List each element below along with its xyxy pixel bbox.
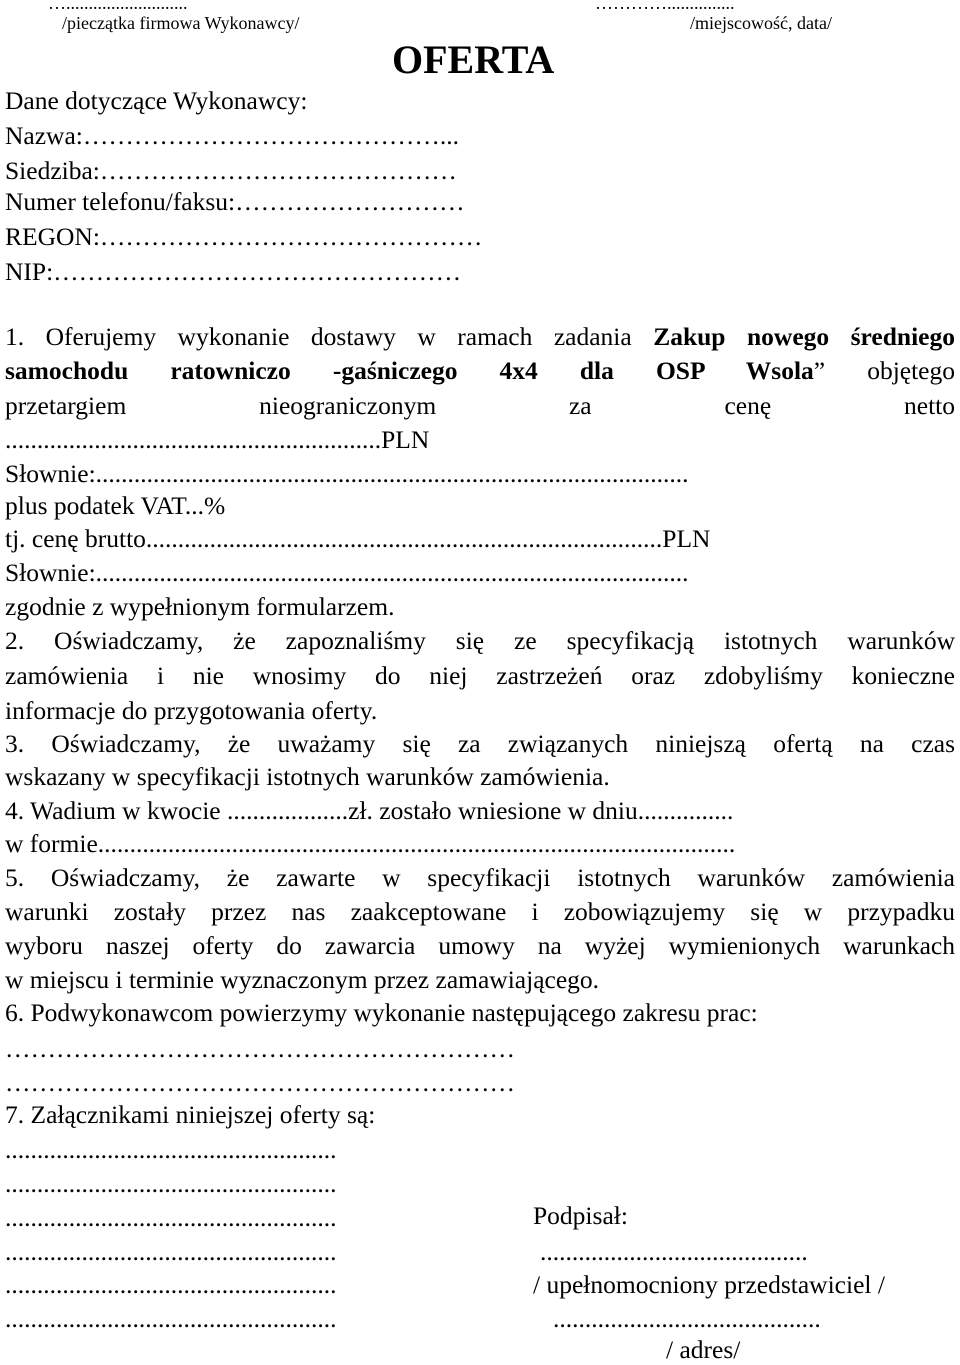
form-note: zgodnie z wypełnionym formularzem.	[5, 592, 395, 621]
section6-line1: 6. Podwykonawcom powierzymy wykonanie następującego zakresu prac:	[5, 998, 758, 1027]
subcontract-fill-line2: ……………………………………………………	[5, 1068, 515, 1097]
contractor-regon-field: REGON:………………………………………	[5, 222, 483, 251]
attachment-line: ....................................................	[5, 1135, 337, 1164]
section1-task-name-part2: samochodu ratowniczo -gaśniczego 4x4 dla OSP Wsola	[5, 356, 814, 385]
section5-line3: wyboru naszej oferty do zawarcia umowy na wyżej wymienionych warunkach	[5, 931, 955, 960]
contractor-nip-field: NIP:…………………………………………	[5, 257, 462, 286]
subcontract-fill-line1: ……………………………………………………	[5, 1034, 515, 1063]
section5-line2: warunki zostały przez nas zaakceptowane i zobowiązujemy się w przypadku	[5, 897, 955, 926]
document-title: OFERTA	[392, 37, 555, 82]
section1-line1	[5, 320, 955, 354]
signature-dots: ..........................................	[540, 1237, 808, 1266]
attachment-line: ....................................................	[5, 1169, 337, 1198]
contractor-seat-field: Siedziba:……………………………………	[5, 156, 457, 185]
contractor-phone-field: Numer telefonu/faksu:………………………	[5, 187, 465, 216]
section3-line1: 3. Oświadczamy, że uważamy się za związanych niniejszą ofertą na czas	[5, 729, 955, 758]
section1-line3: przetargiem nieograniczonym za cenę netto	[5, 391, 955, 420]
section5-line1: 5. Oświadczamy, że zawarte w specyfikacji istotnych warunków zamówienia	[5, 863, 955, 892]
net-price-field: ...........................................................PLN	[5, 425, 430, 454]
place-dots: …………...............	[595, 0, 735, 13]
section2-line1: 2. Oświadczamy, że zapoznaliśmy się ze specyfikacją istotnych warunków	[5, 626, 955, 655]
attachment-line: ....................................................	[5, 1203, 337, 1232]
section1-line2-text: ” objętego	[813, 356, 956, 385]
section5-line4: w miejscu i terminie wyznaczonym przez zamawiającego.	[5, 965, 600, 994]
gross-price-field: tj. cenę brutto.................................................................................PLN	[5, 524, 711, 553]
section1-line1-text: 1. Oferujemy wykonanie dostawy w ramach zadania	[5, 322, 654, 351]
stamp-dots: …...........................	[48, 0, 188, 13]
stamp-label: /pieczątka firmowa Wykonawcy/	[62, 13, 300, 33]
section1-task-name-part1: Zakup nowego średniego	[653, 322, 955, 351]
address-dots: ..........................................	[553, 1304, 821, 1333]
place-label: /miejscowość, data/	[690, 13, 832, 33]
gross-price-words-field: Słownie:.............................................................................................	[5, 558, 689, 587]
attachment-line: ....................................................	[5, 1237, 337, 1266]
contractor-name-field: Nazwa:……………………………………...	[5, 121, 459, 150]
attachments-heading: 7. Załącznikami niniejszej oferty są:	[5, 1100, 376, 1129]
section2-line3: informacje do przygotowania oferty.	[5, 696, 378, 725]
signature-label: Podpisał:	[533, 1201, 628, 1230]
address-label: / adres/	[666, 1335, 741, 1364]
contractor-heading: Dane dotyczące Wykonawcy:	[5, 86, 308, 115]
section3-line2: wskazany w specyfikacji istotnych warunków zamówienia.	[5, 762, 610, 791]
signature-role: / upełnomocniony przedstawiciel /	[533, 1270, 885, 1299]
attachment-line: ....................................................	[5, 1304, 337, 1333]
section4-line1: 4. Wadium w kwocie ...................zł. zostało wniesione w dniu...............	[5, 796, 734, 825]
section2-line2: zamówienia i nie wnosimy do niej zastrzeżeń oraz zdobyliśmy konieczne	[5, 661, 955, 690]
section4-line2: w formie....................................................................................................	[5, 829, 736, 858]
attachment-line: ....................................................	[5, 1270, 337, 1299]
net-price-words-field: Słownie:.............................................................................................	[5, 459, 689, 488]
section1-line2	[5, 354, 955, 388]
vat-field: plus podatek VAT...%	[5, 491, 226, 520]
